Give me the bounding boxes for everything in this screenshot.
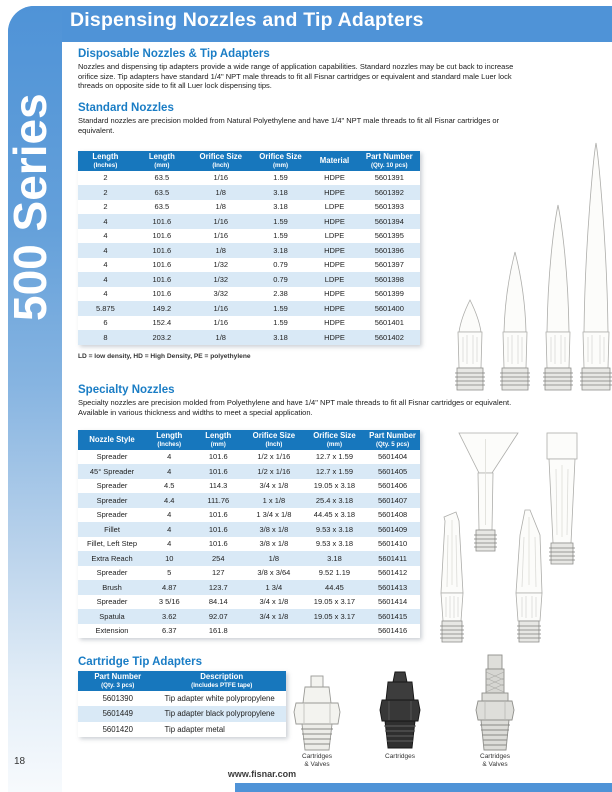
table-cell: 127 xyxy=(212,568,225,578)
table-cell: 3.18 xyxy=(273,202,288,212)
bottom-strip xyxy=(235,783,612,792)
table-cell: HDPE xyxy=(324,318,345,328)
table-row xyxy=(78,287,420,302)
intro-section xyxy=(78,48,530,91)
table-cell: 101.6 xyxy=(133,214,191,229)
table-cell: 5601415 xyxy=(365,609,420,624)
table-cell: 5601411 xyxy=(365,551,420,566)
page-title: Dispensing Nozzles and Tip Adapters xyxy=(70,9,424,31)
standard-nozzles-table xyxy=(78,151,420,345)
table-cell: 3/4 x 1/8 xyxy=(259,597,289,607)
specialty-nozzles-heading: Specialty Nozzles xyxy=(78,384,175,396)
table-cell: 4 xyxy=(167,510,172,520)
table-cell: 1/16 xyxy=(213,231,229,241)
table-cell: 5601409 xyxy=(365,522,420,537)
table-cell: 5601395 xyxy=(374,231,404,241)
specialty-nozzles-section xyxy=(78,384,530,417)
standard-nozzles-body: Standard nozzles are precision molded from Natural Polyethylene and have 1/4" NPT male threads to fit all Fisnar cartridges or equivalent. xyxy=(78,116,500,135)
table-cell: 5601413 xyxy=(365,580,420,595)
table-cell: 1/16 xyxy=(213,173,229,183)
table-cell: 152.4 xyxy=(152,318,172,328)
table-cell: 5601392 xyxy=(359,185,420,200)
table-row xyxy=(78,258,420,273)
table-cell: 1/32 xyxy=(191,272,251,287)
table-cell: 101.6 xyxy=(193,522,244,537)
table-cell: 9.52 1.19 xyxy=(318,568,351,578)
table-cell: 4 xyxy=(146,464,193,479)
table-cell: 84.14 xyxy=(208,597,228,607)
column-header: Nozzle Style xyxy=(78,430,146,450)
table-cell: Tip adapter black polypropylene xyxy=(158,706,287,722)
table-cell: 203.2 xyxy=(133,330,191,345)
table-row xyxy=(78,566,420,581)
table-cell: Spreader xyxy=(96,481,128,491)
table-cell: 1.59 xyxy=(273,231,288,241)
caption-line: & Valves xyxy=(482,760,508,768)
table-cell: 101.6 xyxy=(208,452,228,462)
table-row xyxy=(78,214,420,229)
table-row xyxy=(78,464,420,479)
table-cell: 3/4 x 1/8 xyxy=(244,609,304,624)
table-cell: 10 xyxy=(146,551,193,566)
table-cell: 1/8 xyxy=(191,330,251,345)
table-cell: 4.5 xyxy=(164,481,175,491)
column-header: Description (Includes PTFE tape) xyxy=(158,671,287,691)
cartridge-adapters-heading: Cartridge Tip Adapters xyxy=(78,656,202,668)
caption-line: Cartridges xyxy=(385,753,415,760)
table-cell: 0.79 xyxy=(273,260,288,270)
specialty-nozzles-table xyxy=(78,430,420,638)
table-cell: 5601406 xyxy=(377,481,408,491)
table-cell: 63.5 xyxy=(154,202,170,212)
table-cell: 5601394 xyxy=(359,214,420,229)
table-row xyxy=(78,316,420,331)
table-cell: HDPE xyxy=(310,330,358,345)
table-cell: 1 3/4 x 1/8 xyxy=(256,510,292,520)
table-cell: 4 xyxy=(103,231,108,241)
table-row xyxy=(78,450,420,465)
table-cell: 5601398 xyxy=(359,272,420,287)
table-cell: 5601449 xyxy=(78,706,158,722)
table-cell: LDPE xyxy=(324,231,345,241)
table-cell: 6.37 xyxy=(161,626,177,636)
page-number: 18 xyxy=(14,756,26,767)
table-cell: 5601405 xyxy=(365,464,420,479)
series-label: 500 Series xyxy=(4,93,56,321)
table-row xyxy=(78,508,420,523)
table-cell: 2 xyxy=(103,202,108,212)
table-cell: 1 3/4 xyxy=(244,580,304,595)
column-header: Material xyxy=(310,151,358,171)
table-cell: 63.5 xyxy=(154,173,170,183)
table-row xyxy=(78,185,420,200)
tip-adapter-illustrations xyxy=(288,648,540,756)
table-row xyxy=(78,330,420,345)
table-cell: 161.8 xyxy=(208,626,228,636)
table-cell: 5601416 xyxy=(377,626,408,636)
caption-line: Cartridges xyxy=(480,753,510,760)
table-cell: 5601408 xyxy=(377,510,408,520)
table-cell: HDPE xyxy=(310,301,358,316)
table-cell: 4 xyxy=(78,214,133,229)
table-cell: 149.2 xyxy=(133,301,191,316)
table-cell: 5601412 xyxy=(377,568,408,578)
table-cell: 4 xyxy=(146,522,193,537)
table-cell: 1.59 xyxy=(251,214,311,229)
table-cell: 1.59 xyxy=(273,318,288,328)
table-cell: 4 xyxy=(78,243,133,258)
table-cell: 1/16 xyxy=(191,214,251,229)
table-cell: Spreader xyxy=(78,493,146,508)
table-row xyxy=(78,479,420,494)
table-cell: 5601410 xyxy=(377,539,408,549)
column-header: Orifice Size (Inch) xyxy=(191,151,251,171)
table-row xyxy=(78,537,420,552)
table-header-row xyxy=(78,151,420,171)
table-cell: 1/2 x 1/16 xyxy=(244,464,304,479)
table-cell: 19.05 x 3.17 xyxy=(313,597,356,607)
table-cell: 92.07 xyxy=(193,609,244,624)
table-cell: 4.4 xyxy=(146,493,193,508)
column-header: Orifice Size (mm) xyxy=(251,151,311,171)
table-cell: Brush xyxy=(78,580,146,595)
table-cell: 3/8 x 1/8 xyxy=(259,539,289,549)
specialty-nozzle-illustrations xyxy=(430,425,612,650)
table-cell: HDPE xyxy=(310,214,358,229)
table-cell: Tip adapter metal xyxy=(164,724,225,734)
table-cell: 1/8 xyxy=(215,202,226,212)
table-cell: 3/8 x 1/8 xyxy=(244,522,304,537)
adapter-caption-3 xyxy=(470,753,520,768)
table-cell: 1/2 x 1/16 xyxy=(257,452,291,462)
caption-line: Cartridges xyxy=(302,753,332,760)
website-link[interactable]: www.fisnar.com xyxy=(227,769,297,779)
table-cell: 3 5/16 xyxy=(158,597,180,607)
table-row xyxy=(78,595,420,610)
column-header: Part Number (Qty. 10 pcs) xyxy=(359,151,420,171)
table-cell: Tip adapter white polypropylene xyxy=(164,693,275,703)
table-cell: 44.45 xyxy=(304,580,365,595)
table-row xyxy=(78,493,420,508)
table-cell: 101.6 xyxy=(152,231,172,241)
table-cell: 12.7 x 1.59 xyxy=(304,464,365,479)
table-cell: Spreader xyxy=(96,597,128,607)
table-cell: 2 xyxy=(103,173,108,183)
standard-nozzles-section xyxy=(78,102,530,135)
table-cell: 114.3 xyxy=(209,481,228,491)
table-cell: 5.875 xyxy=(78,301,133,316)
table-cell: 254 xyxy=(193,551,244,566)
table-cell: 1/16 xyxy=(213,318,229,328)
table-cell: 1.59 xyxy=(273,173,288,183)
caption-line: & Valves xyxy=(304,760,330,768)
table-cell: 111.76 xyxy=(193,493,244,508)
specialty-nozzles-body: Specialty nozzles are precision molded from Polyethylene and have 1/4" NPT male threads to fit all Fisnar cartridges or equivalent. Available in various thickness and widths to meet a special application. xyxy=(78,398,512,417)
table-cell: 4.87 xyxy=(146,580,193,595)
table-cell xyxy=(244,624,304,639)
table-cell: 4 xyxy=(167,539,172,549)
table-cell: 2 xyxy=(78,185,133,200)
table-cell: 1/8 xyxy=(191,185,251,200)
table-cell: 19.05 x 3.17 xyxy=(304,609,365,624)
table-cell: 5601400 xyxy=(359,301,420,316)
table-cell: 25.4 x 3.18 xyxy=(304,493,365,508)
table-cell: 5601397 xyxy=(374,260,404,270)
table-cell: 101.6 xyxy=(133,243,191,258)
table-cell: HDPE xyxy=(324,260,345,270)
table-cell: LDPE xyxy=(324,202,345,212)
column-header: Orifice Size (mm) xyxy=(304,430,365,450)
table-cell: 45° Spreader xyxy=(78,464,146,479)
table-cell: 1/16 xyxy=(191,301,251,316)
table-cell: LDPE xyxy=(310,272,358,287)
table-cell: 1/8 xyxy=(244,551,304,566)
table-cell: 1.59 xyxy=(251,301,311,316)
table-header-row xyxy=(78,671,286,691)
table-row xyxy=(78,200,420,215)
table-cell: Spreader xyxy=(96,568,128,578)
table-cell: 6 xyxy=(103,318,108,328)
table-cell: 63.5 xyxy=(133,185,191,200)
table-cell: 5601407 xyxy=(365,493,420,508)
table-cell: 123.7 xyxy=(193,580,244,595)
table-cell: Fillet xyxy=(78,522,146,537)
table-cell: 3/8 x 3/64 xyxy=(257,568,291,578)
table-cell: 3.18 xyxy=(251,330,311,345)
adapter-caption-2 xyxy=(375,753,425,761)
table-row xyxy=(78,580,420,595)
table-cell: 5601396 xyxy=(359,243,420,258)
table-cell: 5601401 xyxy=(374,318,404,328)
table-cell: 3.18 xyxy=(251,185,311,200)
table-row xyxy=(78,722,286,738)
table-header-row xyxy=(78,430,420,450)
table-row xyxy=(78,301,420,316)
table-cell: 101.6 xyxy=(133,272,191,287)
table-cell: 5601390 xyxy=(102,693,133,703)
table-cell: 44.45 x 3.18 xyxy=(313,510,356,520)
table-cell: 4 xyxy=(78,272,133,287)
table-row xyxy=(78,706,286,722)
table-cell: 3.18 xyxy=(304,551,365,566)
table-cell: 5601414 xyxy=(377,597,408,607)
standard-nozzles-heading: Standard Nozzles xyxy=(78,102,174,114)
table-cell: 5601399 xyxy=(374,289,404,299)
table-cell: Extension xyxy=(95,626,129,636)
table-cell: Spatula xyxy=(78,609,146,624)
table-cell: 101.6 xyxy=(152,289,172,299)
column-header: Length (Inches) xyxy=(146,430,193,450)
table-cell: HDPE xyxy=(324,173,345,183)
column-header: Orifice Size (Inch) xyxy=(244,430,304,450)
table-cell: 5 xyxy=(167,568,172,578)
table-cell: 101.6 xyxy=(193,464,244,479)
column-header: Length (mm) xyxy=(193,430,244,450)
table-cell: 101.6 xyxy=(152,260,172,270)
table-cell: 5601404 xyxy=(377,452,408,462)
standard-nozzle-illustrations xyxy=(440,140,612,396)
table-cell: 1 x 1/8 xyxy=(244,493,304,508)
table-cell xyxy=(304,624,365,639)
intro-body: Nozzles and dispensing tip adapters provide a wide range of application capabilities. Standard nozzles may be cut back to increase orifice size. Tip adapters have standard 1/4" NPT male threads to fit all Fisnar cartridges or equivalent and standard male Luer lock threads on opposite side to fit all Luer lock dispensing tips. xyxy=(78,62,514,91)
table-cell: 101.6 xyxy=(208,510,228,520)
table-row xyxy=(78,522,420,537)
table-cell: Spreader xyxy=(96,452,128,462)
table-cell: 5601420 xyxy=(102,724,133,734)
table-cell: 5601402 xyxy=(359,330,420,345)
table-row xyxy=(78,624,420,639)
cartridge-adapters-section xyxy=(78,656,202,670)
table-row xyxy=(78,229,420,244)
table-row xyxy=(78,609,420,624)
table-cell: 2.38 xyxy=(273,289,288,299)
table-cell: HDPE xyxy=(310,185,358,200)
adapter-caption-1 xyxy=(292,753,342,768)
table-cell: 9.53 x 3.18 xyxy=(315,539,353,549)
column-header: Part Number (Qty. 3 pcs) xyxy=(78,671,158,691)
table-cell: 5601393 xyxy=(374,202,404,212)
table-cell: HDPE xyxy=(324,289,345,299)
table-cell: Spreader xyxy=(96,510,128,520)
material-footnote: LD = low density, HD = High Density, PE = polyethylene xyxy=(78,353,251,360)
table-cell: 0.79 xyxy=(251,272,311,287)
table-cell: 9.53 x 3.18 xyxy=(304,522,365,537)
table-row xyxy=(78,551,420,566)
column-header: Part Number (Qty. 5 pcs) xyxy=(365,430,420,450)
table-cell: 3/32 xyxy=(213,289,229,299)
table-cell: 4 xyxy=(103,260,108,270)
intro-heading: Disposable Nozzles & Tip Adapters xyxy=(78,48,270,60)
table-cell: 5601391 xyxy=(374,173,404,183)
table-cell: 3.62 xyxy=(146,609,193,624)
column-header: Length (mm) xyxy=(133,151,191,171)
table-row xyxy=(78,272,420,287)
table-row xyxy=(78,243,420,258)
table-cell: 4 xyxy=(167,452,172,462)
table-cell: 8 xyxy=(78,330,133,345)
table-cell: 101.6 xyxy=(208,539,228,549)
table-cell: 1/8 xyxy=(191,243,251,258)
cartridge-adapters-table xyxy=(78,671,286,737)
table-cell: 1/32 xyxy=(213,260,229,270)
table-cell: HDPE xyxy=(310,243,358,258)
column-header: Length (Inches) xyxy=(78,151,133,171)
table-cell: Fillet, Left Step xyxy=(86,539,138,549)
table-cell: 3/4 x 1/8 xyxy=(259,481,289,491)
table-cell: 19.05 x 3.18 xyxy=(313,481,356,491)
table-cell: 12.7 x 1.59 xyxy=(315,452,353,462)
table-cell: Extra Reach xyxy=(78,551,146,566)
table-cell: 3.18 xyxy=(251,243,311,258)
table-cell: 4 xyxy=(103,289,108,299)
table-row xyxy=(78,691,286,707)
table-row xyxy=(78,171,420,186)
